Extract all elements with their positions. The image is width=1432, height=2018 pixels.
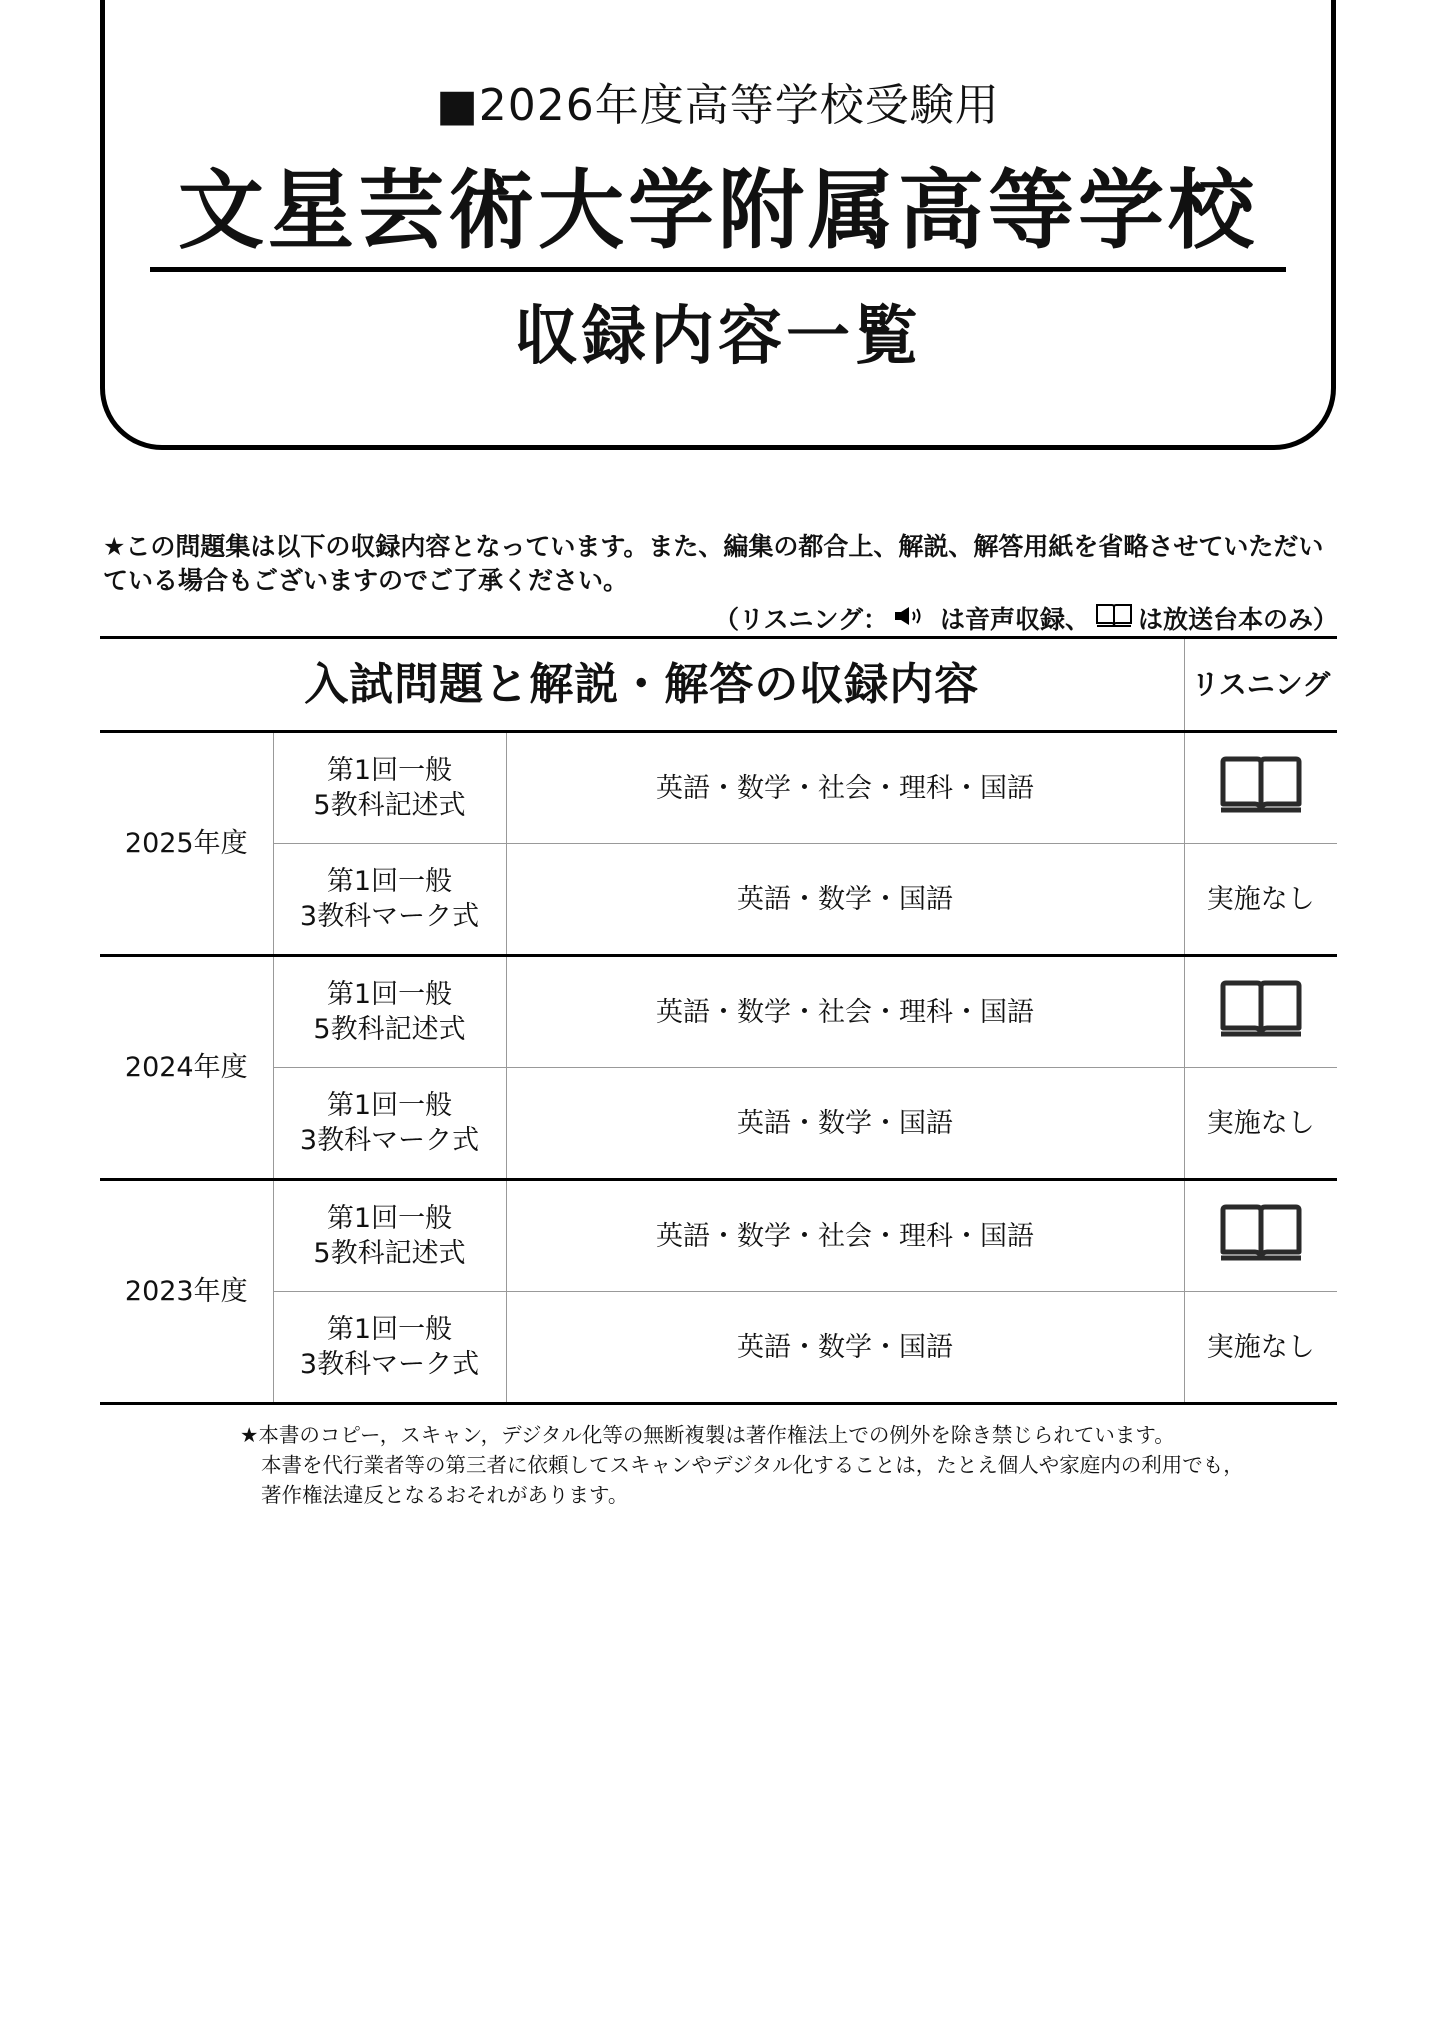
page-subtitle: 収録内容一覧 [514,300,922,374]
header-listening: リスニング [1184,638,1337,732]
exam-round-label: 第1回一般 [326,866,453,897]
copyright-notice [240,1420,1244,1510]
table-row [100,732,1337,844]
exam-format-label: 5教科記述式 [313,790,466,821]
year-cell: 2024年度 [100,956,273,1180]
exam-round-label: 第1回一般 [326,755,453,786]
exam-cell [273,732,506,844]
exam-cell [273,956,506,1068]
table-row [100,1180,1337,1292]
book-icon [1094,602,1134,634]
exam-cell [273,1292,506,1404]
school-name: 文星芸術大学附属高等学校 [150,157,1286,272]
book-icon [1217,754,1305,823]
year-cell: 2023年度 [100,1180,273,1404]
contents-table [100,636,1337,1405]
listening-cell: 実施なし [1184,844,1337,956]
table-header-row [100,638,1337,732]
book-icon [1217,1202,1305,1271]
exam-format-label: 5教科記述式 [313,1014,466,1045]
listening-cell [1184,956,1337,1068]
header-contents: 入試問題と解説・解答の収録内容 [100,638,1184,732]
subjects-cell: 英語・数学・社会・理科・国語 [656,772,1035,804]
legend-script-text: は放送台本のみ） [1137,605,1338,634]
legend-prefix: （リスニング： [713,605,888,634]
subjects-cell: 英語・数学・社会・理科・国語 [656,996,1035,1028]
exam-round-label: 第1回一般 [326,1203,453,1234]
year-group [100,956,1337,1180]
listening-legend [714,600,1338,636]
title-box [100,0,1336,450]
exam-round-label: 第1回一般 [326,1090,453,1121]
table-row [100,844,1337,956]
table-row [100,1292,1337,1404]
table-row [100,956,1337,1068]
listening-cell: 実施なし [1184,1068,1337,1180]
notice-text: ★この問題集は以下の収録内容となっています。また、編集の都合上、解説、解答用紙を省略させていただいている場合もございますのでご了承ください。 [103,532,1324,595]
year-group [100,732,1337,956]
subjects-cell: 英語・数学・国語 [506,1068,1184,1180]
subjects-cell: 英語・数学・国語 [506,844,1184,956]
exam-format-label: 3教科マーク式 [299,1125,480,1156]
year-cell: 2025年度 [100,732,273,956]
speaker-icon [892,604,936,633]
exam-cell [273,1068,506,1180]
book-icon [1217,978,1305,1047]
exam-cell [273,1180,506,1292]
exam-round-label: 第1回一般 [326,979,453,1010]
copyright-line-3: 著作権法違反となるおそれがあります。 [261,1483,629,1507]
legend-audio-text: は音声収録、 [939,605,1090,634]
subjects-cell: 英語・数学・国語 [506,1292,1184,1404]
exam-format-label: 3教科マーク式 [299,901,480,932]
listening-cell: 実施なし [1184,1292,1337,1404]
year-group [100,1180,1337,1404]
copyright-line-2: 本書を代行業者等の第三者に依頼してスキャンやデジタル化することは，たとえ個人や家庭内の利用でも， [261,1453,1244,1477]
exam-format-label: 3教科マーク式 [299,1349,480,1380]
table-row [100,1068,1337,1180]
copyright-line-1: ★本書のコピー，スキャン，デジタル化等の無断複製は著作権法上での例外を除き禁じられています。 [240,1423,1175,1447]
listening-cell [1184,1180,1337,1292]
subjects-cell: 英語・数学・社会・理科・国語 [656,1220,1035,1252]
exam-round-label: 第1回一般 [326,1314,453,1345]
edition-label: ■2026年度高等学校受験用 [436,80,1000,131]
exam-cell [273,844,506,956]
exam-format-label: 5教科記述式 [313,1238,466,1269]
listening-cell [1184,732,1337,844]
